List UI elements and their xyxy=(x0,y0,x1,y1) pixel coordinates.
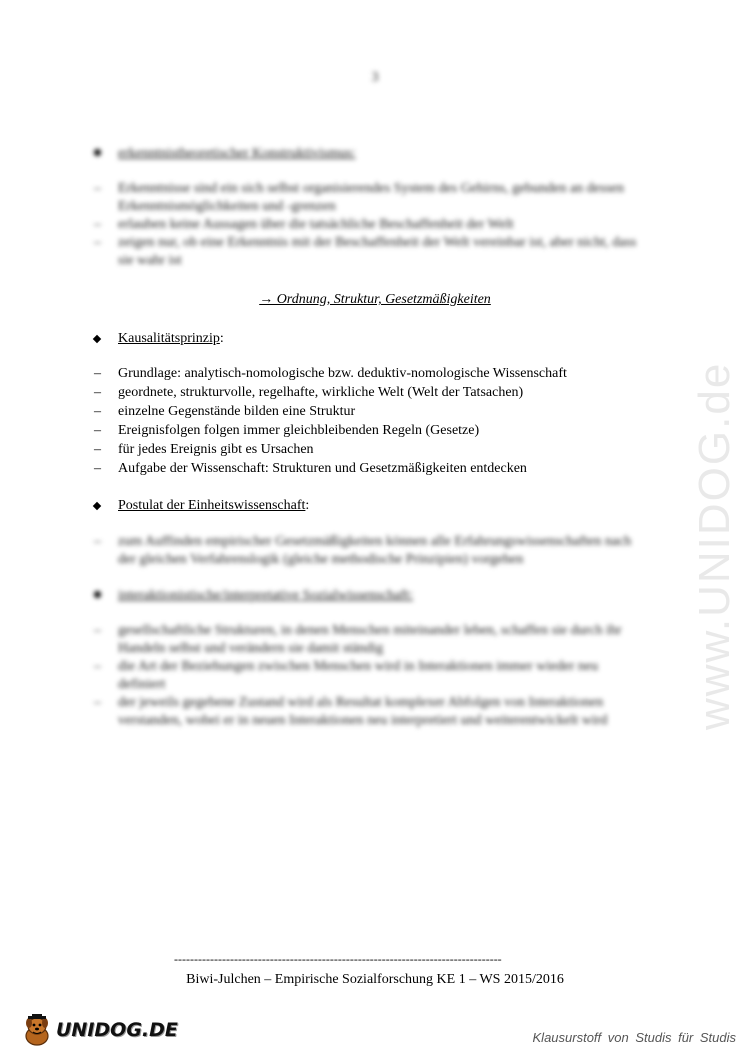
dash-marker: – xyxy=(94,659,101,674)
list-item: für jedes Ereignis gibt es Ursachen xyxy=(118,442,314,457)
logo-text: UNIDOG.DE xyxy=(56,1019,178,1041)
list-item: sie wahr ist xyxy=(118,253,182,268)
footer-rule: ---------------------------------------------------------------------------------- xyxy=(174,952,502,966)
list-item: Erkenntnisse sind ein sich selbst organisierendes System des Gehirns, gebunden an dessen xyxy=(118,181,624,196)
section-heading-kausalitaetsprinzip: Kausalitätsprinzip: xyxy=(118,331,224,346)
dash-marker: – xyxy=(94,217,101,232)
dash-marker: – xyxy=(94,366,101,381)
footer-text: Biwi-Julchen – Empirische Sozialforschung KE 1 – WS 2015/2016 xyxy=(186,972,564,987)
list-item: Ereignisfolgen folgen immer gleichbleibenden Regeln (Gesetze) xyxy=(118,423,480,438)
list-item: Grundlage: analytisch-nomologische bzw. deduktiv-nomologische Wissenschaft xyxy=(118,366,567,381)
section-heading-interpretative: interaktionistische/interpretative Sozialwissenschaft: xyxy=(118,588,414,603)
bullet-diamond-icon xyxy=(94,497,100,515)
list-item: die Art der Beziehungen zwischen Menschen wird in Interaktionen immer wieder neu xyxy=(118,659,599,674)
bullet-dot-icon xyxy=(94,587,101,605)
bullet-diamond-icon xyxy=(94,330,100,348)
section-heading-einheitswissenschaft: Postulat der Einheitswissenschaft: xyxy=(118,498,310,513)
list-item: definiert xyxy=(118,677,166,692)
arrow-summary-line: → Ordnung, Struktur, Gesetzmäßigkeiten xyxy=(259,292,491,307)
dash-marker: – xyxy=(94,385,101,400)
page-number: 3 xyxy=(371,70,379,85)
list-item: Aufgabe der Wissenschaft: Strukturen und Gesetzmäßigkeiten entdecken xyxy=(118,461,527,476)
dash-marker: – xyxy=(94,181,101,196)
list-item: Handeln selbst und verändern sie damit ständig xyxy=(118,641,384,656)
list-item: zum Auffinden empirischer Gesetzmäßigkeiten können alle Erfahrungswissenschaften nach xyxy=(118,534,632,549)
section-heading-konstruktivismus: erkenntnistheoretischer Konstruktivismus: xyxy=(118,146,356,161)
list-item: geordnete, strukturvolle, regelhafte, wirkliche Welt (Welt der Tatsachen) xyxy=(118,385,524,400)
tagline: Klausurstoff von Studis für Studis xyxy=(532,1030,736,1045)
dash-marker: – xyxy=(94,442,101,457)
list-item: zeigen nur, ob eine Erkenntnis mit der Beschaffenheit der Welt vereinbar ist, aber nicht, dass xyxy=(118,235,637,250)
list-item: Erkenntnismöglichkeiten und -grenzen xyxy=(118,199,336,214)
list-item: einzelne Gegenstände bilden eine Struktur xyxy=(118,404,356,419)
list-item: gesellschaftliche Strukturen, in denen Menschen miteinander leben, schaffen sie durch ihr xyxy=(118,623,622,638)
list-item: der gleichen Verfahrenslogik (gleiche methodische Prinzipien) vorgehen xyxy=(118,552,524,567)
dash-marker: – xyxy=(94,235,101,250)
bullet-dot-icon xyxy=(94,145,101,163)
dog-mascot-icon xyxy=(22,1014,52,1046)
watermark: www.UNIDOG.de xyxy=(690,361,739,730)
dash-marker: – xyxy=(94,404,101,419)
list-item: der jeweils gegebene Zustand wird als Resultat komplexer Abfolgen von Interaktionen xyxy=(118,695,604,710)
dash-marker: – xyxy=(94,534,101,549)
dash-marker: – xyxy=(94,461,101,476)
dash-marker: – xyxy=(94,695,101,710)
dash-marker: – xyxy=(94,623,101,638)
list-item: erlauben keine Aussagen über die tatsächliche Beschaffenheit der Welt xyxy=(118,217,514,232)
list-item: verstanden, wobei er in neuen Interaktionen neu interpretiert und weiterentwickelt wird xyxy=(118,713,608,728)
unidog-logo[interactable] xyxy=(22,1014,178,1046)
dash-marker: – xyxy=(94,423,101,438)
